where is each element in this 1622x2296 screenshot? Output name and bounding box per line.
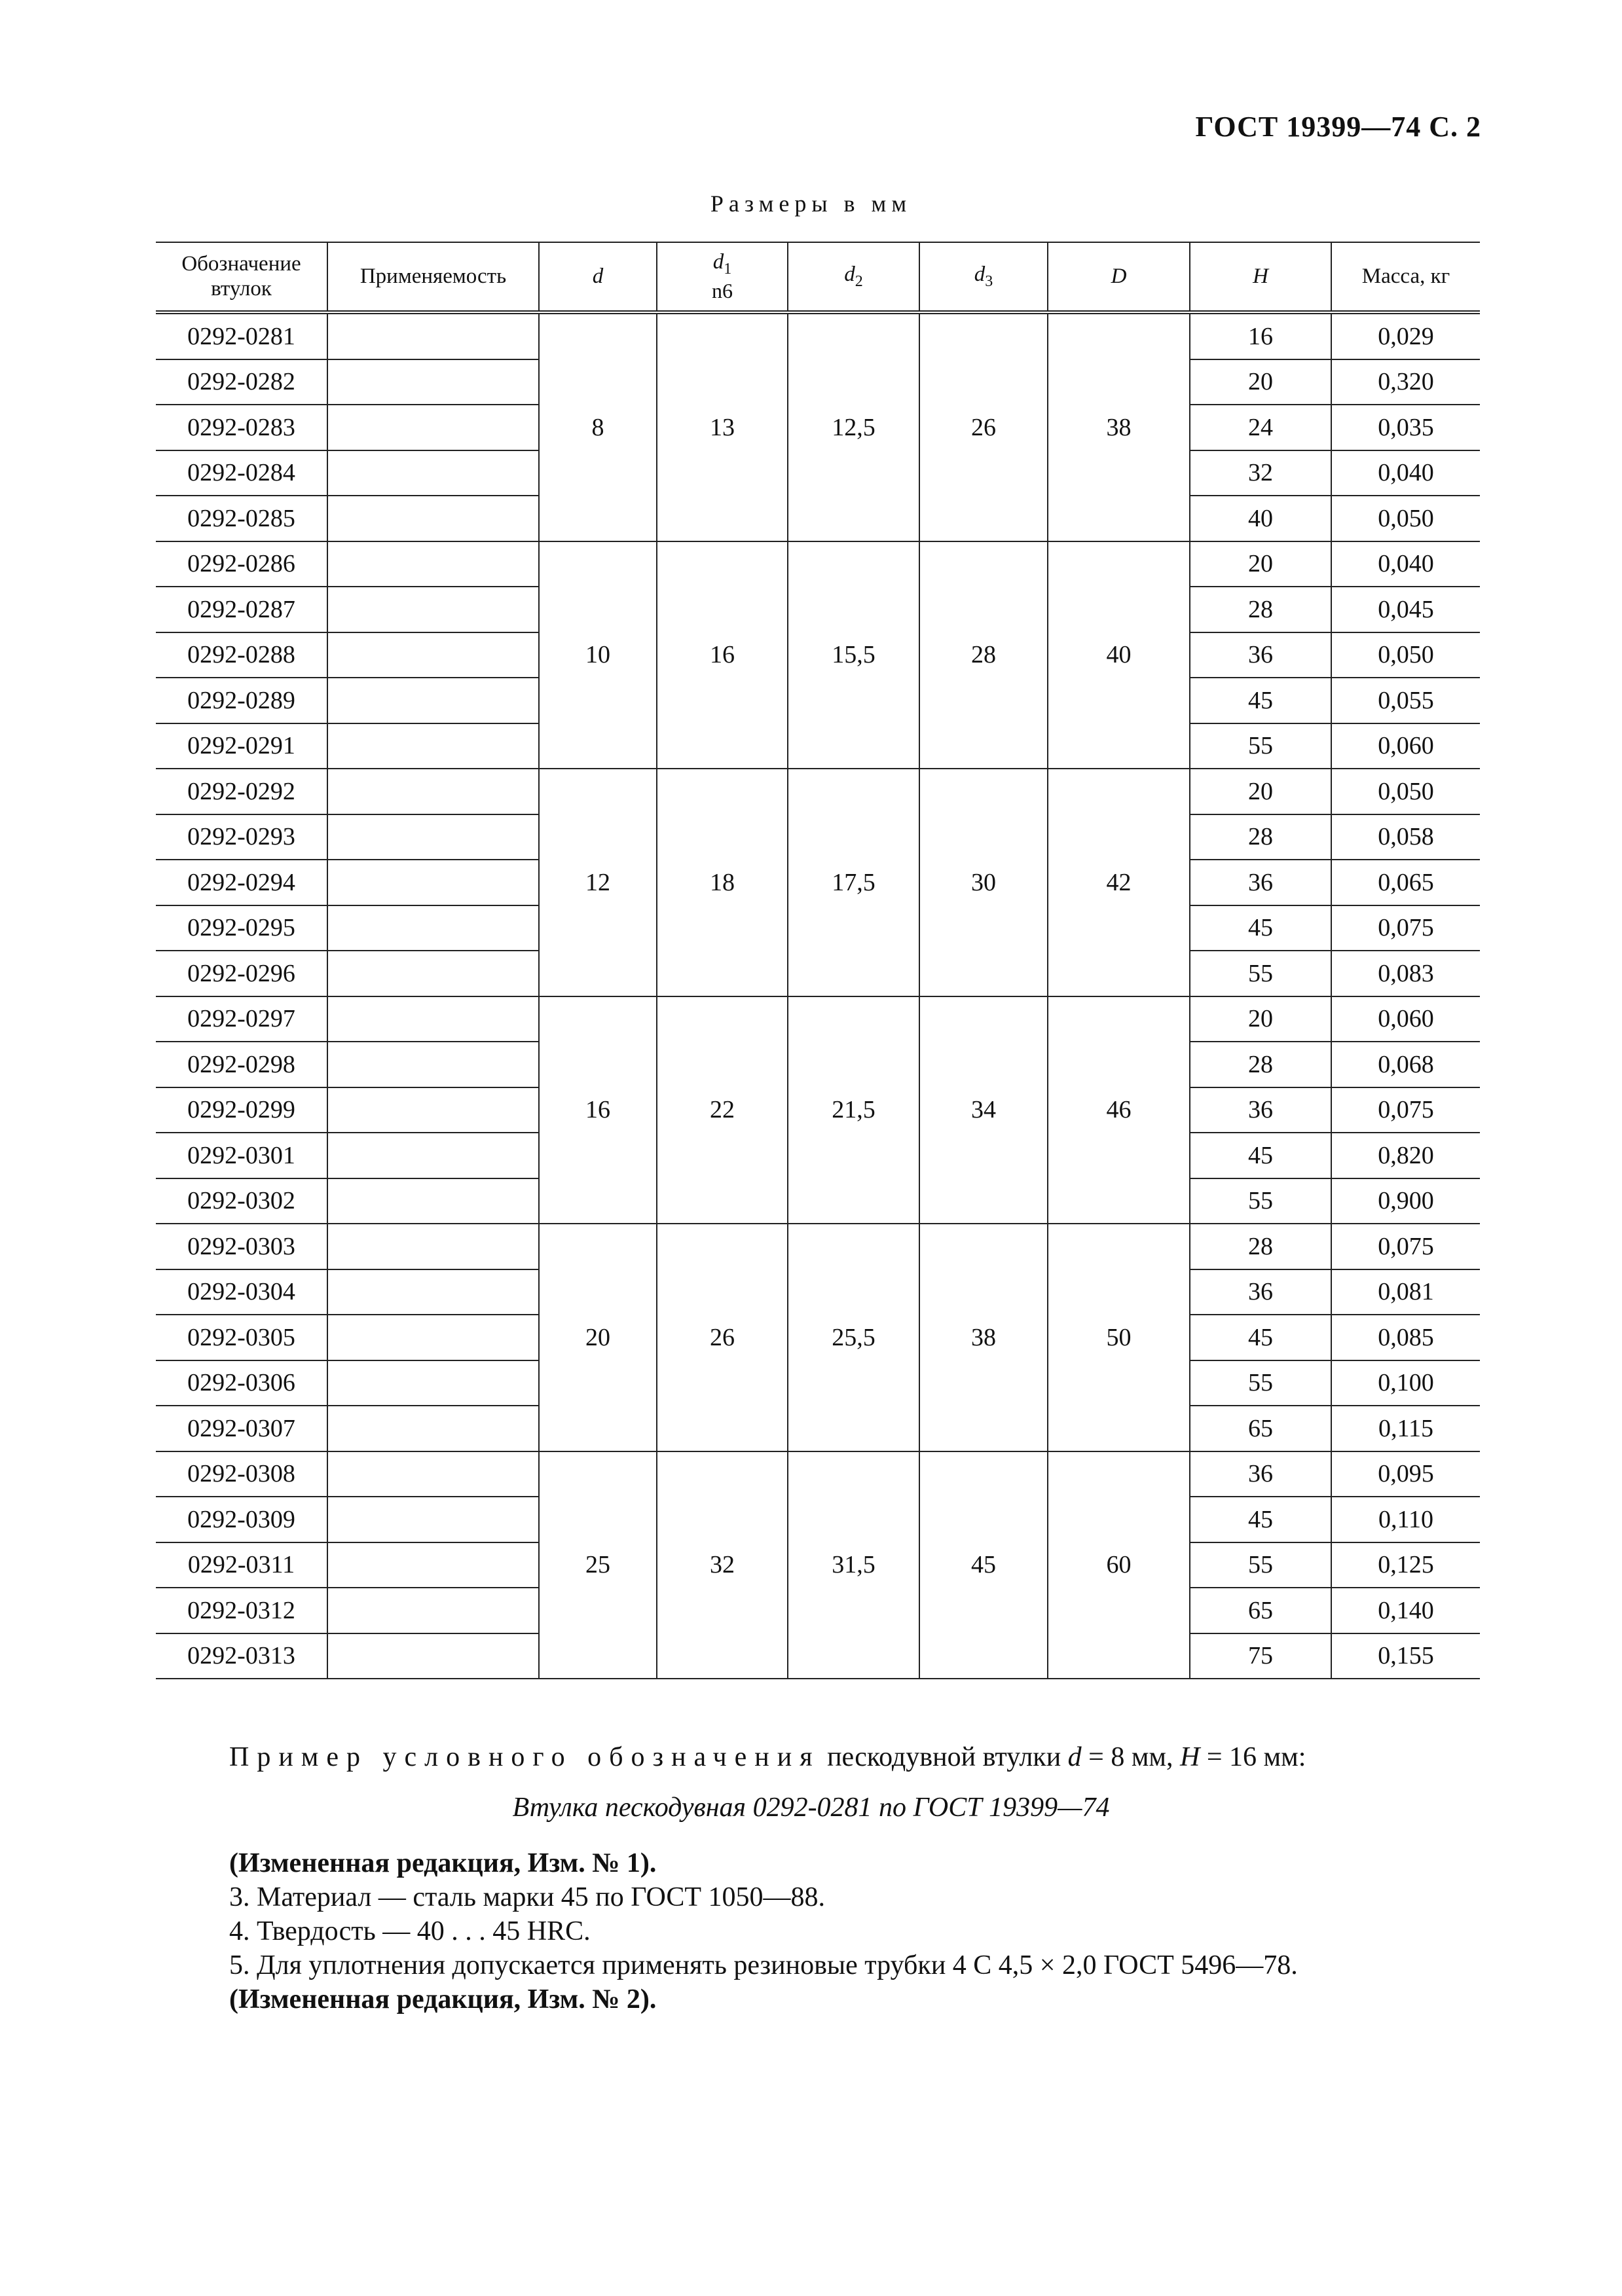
example-H-symbol: H [1180, 1742, 1200, 1772]
cell-mass: 0,040 [1331, 541, 1480, 587]
cell-D: 38 [1048, 312, 1190, 541]
cell-H: 20 [1190, 359, 1331, 405]
cell-mass: 0,075 [1331, 905, 1480, 951]
cell-mass: 0,820 [1331, 1133, 1480, 1178]
cell-mass: 0,065 [1331, 860, 1480, 905]
cell-applicability [327, 1133, 539, 1178]
header-D [1048, 242, 1190, 312]
cell-designation: 0292-0306 [156, 1360, 327, 1406]
cell-d2: 15,5 [788, 541, 919, 769]
cell-designation: 0292-0298 [156, 1042, 327, 1087]
cell-mass: 0,050 [1331, 632, 1480, 678]
cell-applicability [327, 1087, 539, 1133]
header-designation: Обозначение втулок [156, 242, 327, 312]
example-lead: Пример условного обозначения [229, 1742, 820, 1772]
cell-H: 36 [1190, 1451, 1331, 1497]
table-row [156, 1224, 1480, 1269]
note-item-4: 4. Твердость — 40 . . . 45 HRC. [229, 1916, 591, 1946]
cell-designation: 0292-0296 [156, 951, 327, 996]
header-d3-subscript: 3 [985, 272, 993, 290]
cell-designation: 0292-0303 [156, 1224, 327, 1269]
cell-mass: 0,125 [1331, 1542, 1480, 1588]
cell-d3: 45 [919, 1451, 1048, 1679]
example-d-value: = 8 мм, [1081, 1742, 1181, 1772]
cell-applicability [327, 860, 539, 905]
cell-mass: 0,058 [1331, 814, 1480, 860]
cell-d1: 16 [657, 541, 788, 769]
cell-applicability [327, 1042, 539, 1087]
cell-H: 36 [1190, 632, 1331, 678]
cell-H: 20 [1190, 541, 1331, 587]
cell-H: 40 [1190, 496, 1331, 541]
cell-applicability [327, 1497, 539, 1542]
cell-applicability [327, 405, 539, 450]
cell-H: 45 [1190, 678, 1331, 723]
header-d3 [919, 242, 1048, 312]
example-text: пескодувной втулки [820, 1742, 1068, 1772]
cell-mass: 0,900 [1331, 1178, 1480, 1224]
dimensions-table [156, 242, 1480, 1679]
cell-d3: 28 [919, 541, 1048, 769]
cell-d: 10 [539, 541, 657, 769]
header-mass: Масса, кг [1331, 242, 1480, 312]
cell-d: 20 [539, 1224, 657, 1451]
cell-mass: 0,110 [1331, 1497, 1480, 1542]
cell-H: 28 [1190, 587, 1331, 632]
cell-designation: 0292-0309 [156, 1497, 327, 1542]
header-d3-symbol: d [974, 262, 986, 286]
cell-designation: 0292-0313 [156, 1633, 327, 1679]
cell-designation: 0292-0305 [156, 1315, 327, 1360]
cell-mass: 0,081 [1331, 1269, 1480, 1315]
cell-H: 55 [1190, 1542, 1331, 1588]
cell-designation: 0292-0287 [156, 587, 327, 632]
cell-applicability [327, 1406, 539, 1451]
cell-mass: 0,140 [1331, 1588, 1480, 1633]
cell-H: 45 [1190, 1315, 1331, 1360]
cell-mass: 0,083 [1331, 951, 1480, 996]
cell-designation: 0292-0283 [156, 405, 327, 450]
cell-H: 20 [1190, 996, 1331, 1042]
cell-designation: 0292-0299 [156, 1087, 327, 1133]
header-d-symbol: d [592, 264, 604, 288]
cell-applicability [327, 1633, 539, 1679]
cell-d1: 26 [657, 1224, 788, 1451]
cell-d1: 32 [657, 1451, 788, 1679]
cell-D: 50 [1048, 1224, 1190, 1451]
cell-H: 24 [1190, 405, 1331, 450]
cell-d3: 38 [919, 1224, 1048, 1451]
table-body [156, 312, 1480, 1679]
cell-mass: 0,050 [1331, 496, 1480, 541]
cell-H: 75 [1190, 1633, 1331, 1679]
cell-d: 8 [539, 312, 657, 541]
cell-applicability [327, 496, 539, 541]
note-item-3: 3. Материал — сталь марки 45 по ГОСТ 1050—88. [229, 1882, 826, 1912]
example-designation: Втулка пескодувная 0292-0281 по ГОСТ 19399—74 [512, 1793, 1110, 1823]
cell-applicability [327, 541, 539, 587]
cell-applicability [327, 312, 539, 359]
cell-designation: 0292-0291 [156, 723, 327, 769]
cell-H: 16 [1190, 312, 1331, 359]
revision-note-1: (Измененная редакция, Изм. № 1). [229, 1848, 657, 1878]
cell-mass: 0,040 [1331, 450, 1480, 496]
cell-mass: 0,155 [1331, 1633, 1480, 1679]
table-row [156, 769, 1480, 814]
header-d2 [788, 242, 919, 312]
cell-applicability [327, 587, 539, 632]
cell-H: 28 [1190, 1224, 1331, 1269]
cell-d3: 30 [919, 769, 1048, 996]
cell-d1: 18 [657, 769, 788, 996]
cell-mass: 0,050 [1331, 769, 1480, 814]
cell-designation: 0292-0281 [156, 312, 327, 359]
cell-designation: 0292-0289 [156, 678, 327, 723]
table-row [156, 996, 1480, 1042]
example-d-symbol: d [1067, 1742, 1082, 1772]
cell-designation: 0292-0292 [156, 769, 327, 814]
header-d [539, 242, 657, 312]
cell-H: 36 [1190, 1269, 1331, 1315]
cell-d2: 25,5 [788, 1224, 919, 1451]
units-caption: Размеры в мм [710, 191, 912, 217]
cell-mass: 0,055 [1331, 678, 1480, 723]
cell-designation: 0292-0282 [156, 359, 327, 405]
cell-H: 55 [1190, 951, 1331, 996]
cell-mass: 0,029 [1331, 312, 1480, 359]
cell-mass: 0,320 [1331, 359, 1480, 405]
cell-applicability [327, 1224, 539, 1269]
cell-mass: 0,075 [1331, 1087, 1480, 1133]
cell-applicability [327, 1542, 539, 1588]
header-H-symbol: H [1253, 264, 1268, 288]
cell-H: 55 [1190, 1178, 1331, 1224]
cell-mass: 0,068 [1331, 1042, 1480, 1087]
header-d1-subscript: 1 [724, 261, 732, 278]
header-d1-symbol: d [712, 250, 724, 274]
cell-applicability [327, 450, 539, 496]
cell-mass: 0,060 [1331, 996, 1480, 1042]
cell-D: 42 [1048, 769, 1190, 996]
cell-mass: 0,060 [1331, 723, 1480, 769]
cell-d2: 12,5 [788, 312, 919, 541]
cell-applicability [327, 1315, 539, 1360]
cell-applicability [327, 359, 539, 405]
cell-designation: 0292-0304 [156, 1269, 327, 1315]
cell-d2: 21,5 [788, 996, 919, 1224]
table-header-row [156, 242, 1480, 312]
cell-designation: 0292-0307 [156, 1406, 327, 1451]
notes [229, 1846, 1473, 2016]
cell-H: 55 [1190, 1360, 1331, 1406]
cell-d1: 13 [657, 312, 788, 541]
cell-mass: 0,035 [1331, 405, 1480, 450]
header-d2-symbol: d [844, 262, 855, 286]
cell-d1: 22 [657, 996, 788, 1224]
example-H-value: = 16 мм: [1200, 1742, 1306, 1772]
cell-designation: 0292-0308 [156, 1451, 327, 1497]
table-row [156, 541, 1480, 587]
cell-H: 32 [1190, 450, 1331, 496]
header-d1 [657, 242, 788, 312]
cell-mass: 0,115 [1331, 1406, 1480, 1451]
cell-mass: 0,100 [1331, 1360, 1480, 1406]
cell-designation: 0292-0293 [156, 814, 327, 860]
cell-designation: 0292-0294 [156, 860, 327, 905]
cell-mass: 0,075 [1331, 1224, 1480, 1269]
cell-applicability [327, 905, 539, 951]
cell-applicability [327, 678, 539, 723]
cell-d2: 31,5 [788, 1451, 919, 1679]
revision-note-2: (Измененная редакция, Изм. № 2). [229, 1984, 657, 2014]
header-H [1190, 242, 1331, 312]
cell-H: 20 [1190, 769, 1331, 814]
cell-d3: 26 [919, 312, 1048, 541]
cell-D: 46 [1048, 996, 1190, 1224]
header-applicability: Применяемость [327, 242, 539, 312]
cell-designation: 0292-0302 [156, 1178, 327, 1224]
cell-d2: 17,5 [788, 769, 919, 996]
cell-designation: 0292-0312 [156, 1588, 327, 1633]
cell-H: 45 [1190, 1497, 1331, 1542]
cell-applicability [327, 1451, 539, 1497]
cell-applicability [327, 769, 539, 814]
cell-mass: 0,045 [1331, 587, 1480, 632]
cell-applicability [327, 1588, 539, 1633]
header-d1-fit: n6 [712, 278, 733, 302]
cell-designation: 0292-0297 [156, 996, 327, 1042]
example-paragraph [229, 1741, 1306, 1773]
cell-H: 36 [1190, 1087, 1331, 1133]
cell-applicability [327, 632, 539, 678]
cell-d: 12 [539, 769, 657, 996]
header-D-symbol: D [1111, 264, 1127, 288]
table-row [156, 1451, 1480, 1497]
cell-d: 16 [539, 996, 657, 1224]
cell-designation: 0292-0311 [156, 1542, 327, 1588]
header-d2-subscript: 2 [855, 272, 863, 290]
cell-applicability [327, 723, 539, 769]
cell-designation: 0292-0288 [156, 632, 327, 678]
cell-mass: 0,085 [1331, 1315, 1480, 1360]
cell-applicability [327, 814, 539, 860]
cell-applicability [327, 1178, 539, 1224]
cell-H: 65 [1190, 1406, 1331, 1451]
cell-designation: 0292-0301 [156, 1133, 327, 1178]
cell-H: 45 [1190, 905, 1331, 951]
cell-applicability [327, 1360, 539, 1406]
cell-applicability [327, 996, 539, 1042]
cell-designation: 0292-0295 [156, 905, 327, 951]
cell-H: 28 [1190, 1042, 1331, 1087]
page-header: ГОСТ 19399—74 С. 2 [1195, 111, 1481, 143]
cell-H: 55 [1190, 723, 1331, 769]
cell-H: 36 [1190, 860, 1331, 905]
cell-designation: 0292-0286 [156, 541, 327, 587]
note-item-5: 5. Для уплотнения допускается применять резиновые трубки 4 С 4,5 × 2,0 ГОСТ 5496—78. [229, 1950, 1298, 1980]
cell-designation: 0292-0285 [156, 496, 327, 541]
cell-designation: 0292-0284 [156, 450, 327, 496]
cell-H: 45 [1190, 1133, 1331, 1178]
cell-H: 28 [1190, 814, 1331, 860]
cell-applicability [327, 951, 539, 996]
cell-D: 40 [1048, 541, 1190, 769]
cell-applicability [327, 1269, 539, 1315]
cell-mass: 0,095 [1331, 1451, 1480, 1497]
cell-d3: 34 [919, 996, 1048, 1224]
table-row [156, 312, 1480, 359]
cell-d: 25 [539, 1451, 657, 1679]
cell-H: 65 [1190, 1588, 1331, 1633]
cell-D: 60 [1048, 1451, 1190, 1679]
